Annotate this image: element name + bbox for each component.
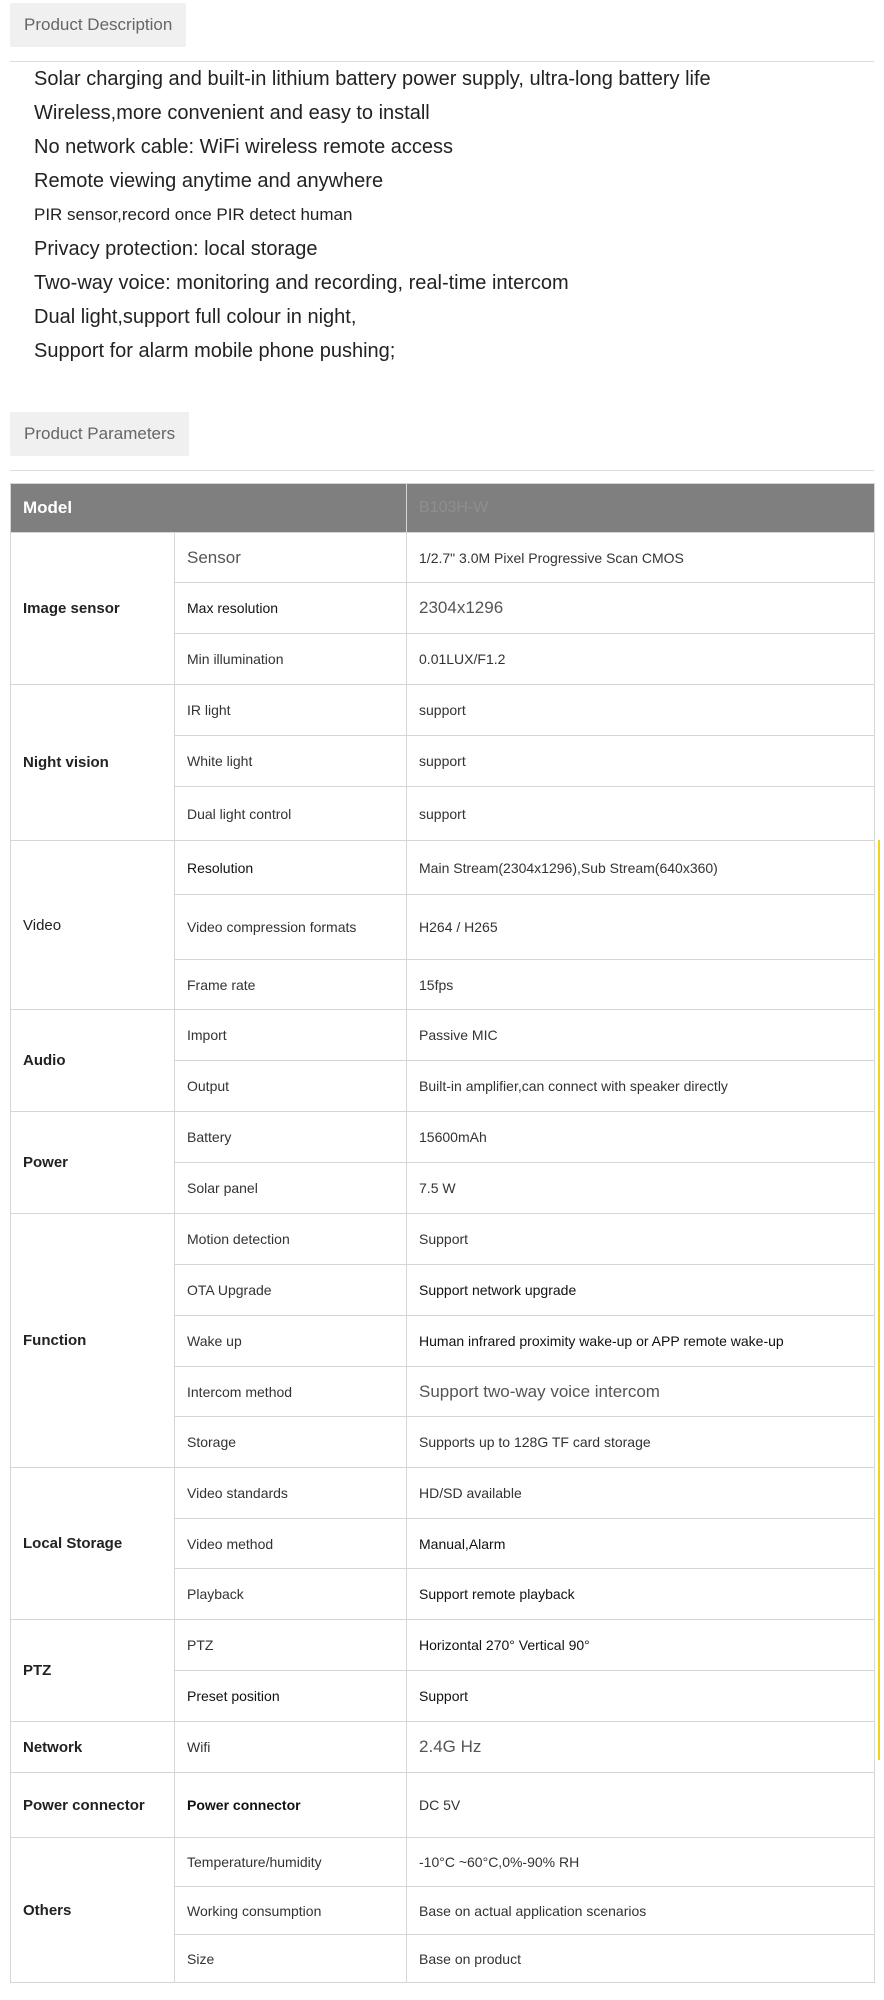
- param-name: Wifi: [175, 1722, 407, 1773]
- param-name: Preset position: [175, 1671, 407, 1722]
- param-value: Support: [407, 1214, 875, 1265]
- category-cell: Local Storage: [11, 1468, 175, 1620]
- param-value: support: [407, 736, 875, 787]
- param-value: Built-in amplifier,can connect with speaker directly: [407, 1061, 875, 1112]
- category-cell: Others: [11, 1838, 175, 1983]
- param-value: support: [407, 787, 875, 841]
- param-value: Base on actual application scenarios: [407, 1887, 875, 1935]
- scroll-indicator: [878, 840, 880, 1760]
- param-name: Motion detection: [175, 1214, 407, 1265]
- feature-list: [34, 62, 711, 368]
- param-value: H264 / H265: [407, 895, 875, 960]
- param-value: -10°C ~60°C,0%-90% RH: [407, 1838, 875, 1887]
- product-description-tab[interactable]: Product Description: [10, 3, 186, 47]
- param-name: Temperature/humidity: [175, 1838, 407, 1887]
- param-name: Dual light control: [175, 787, 407, 841]
- param-name: Output: [175, 1061, 407, 1112]
- feature-item: Remote viewing anytime and anywhere: [34, 170, 384, 192]
- feature-item: Privacy protection: local storage: [34, 238, 318, 260]
- table-row: [11, 1722, 875, 1773]
- param-value: Support: [407, 1671, 875, 1722]
- category-cell: Video: [11, 841, 175, 1010]
- param-value: 0.01LUX/F1.2: [407, 634, 875, 685]
- product-parameters-tab[interactable]: Product Parameters: [10, 412, 189, 456]
- table-row: [11, 1773, 875, 1838]
- param-value: 2304x1296: [407, 583, 875, 634]
- param-value: DC 5V: [407, 1773, 875, 1838]
- param-name: PTZ: [175, 1620, 407, 1671]
- param-value: Horizontal 270° Vertical 90°: [407, 1620, 875, 1671]
- param-name: Max resolution: [175, 583, 407, 634]
- param-name: Resolution: [175, 841, 407, 895]
- category-cell: Audio: [11, 1010, 175, 1112]
- param-value: Passive MIC: [407, 1010, 875, 1061]
- param-value: 1/2.7" 3.0M Pixel Progressive Scan CMOS: [407, 533, 875, 583]
- param-name: Size: [175, 1935, 407, 1983]
- feature-item: No network cable: WiFi wireless remote access: [34, 136, 454, 158]
- param-value: Manual,Alarm: [407, 1519, 875, 1569]
- param-value: Base on product: [407, 1935, 875, 1983]
- table-row: [11, 685, 875, 736]
- category-cell: Function: [11, 1214, 175, 1468]
- param-name: Intercom method: [175, 1367, 407, 1417]
- category-cell: Night vision: [11, 685, 175, 841]
- table-row: [11, 1214, 875, 1265]
- param-name: Working consumption: [175, 1887, 407, 1935]
- feature-item: Dual light,support full colour in night,: [34, 306, 357, 328]
- param-name: Video compression formats: [175, 895, 407, 960]
- param-name: Solar panel: [175, 1163, 407, 1214]
- param-name: Storage: [175, 1417, 407, 1468]
- table-header-row: [11, 484, 875, 533]
- table-row: [11, 1010, 875, 1061]
- param-value: Main Stream(2304x1296),Sub Stream(640x360): [407, 841, 875, 895]
- table-row: [11, 1838, 875, 1887]
- category-cell: Power connector: [11, 1773, 175, 1838]
- feature-item: PIR sensor,record once PIR detect human: [34, 205, 353, 224]
- parameters-table: [10, 483, 875, 1983]
- feature-item: Solar charging and built-in lithium battery power supply, ultra-long battery life: [34, 68, 711, 90]
- param-value: 15fps: [407, 960, 875, 1010]
- model-label: Model: [11, 484, 407, 533]
- feature-item: Support for alarm mobile phone pushing;: [34, 340, 396, 362]
- param-name: Wake up: [175, 1316, 407, 1367]
- feature-item: Wireless,more convenient and easy to install: [34, 102, 430, 124]
- param-name: Frame rate: [175, 960, 407, 1010]
- param-value: Human infrared proximity wake-up or APP remote wake-up: [407, 1316, 875, 1367]
- param-name: Video method: [175, 1519, 407, 1569]
- parameters-divider: [10, 470, 874, 471]
- table-row: [11, 533, 875, 583]
- param-name: OTA Upgrade: [175, 1265, 407, 1316]
- table-row: [11, 841, 875, 895]
- param-name: Import: [175, 1010, 407, 1061]
- feature-item: Two-way voice: monitoring and recording, real-time intercom: [34, 272, 569, 294]
- param-name: Playback: [175, 1569, 407, 1620]
- param-value: Support network upgrade: [407, 1265, 875, 1316]
- param-name: Sensor: [175, 533, 407, 583]
- param-value: 7.5 W: [407, 1163, 875, 1214]
- category-cell: Network: [11, 1722, 175, 1773]
- param-value: Support two-way voice intercom: [407, 1367, 875, 1417]
- param-name: White light: [175, 736, 407, 787]
- param-value: support: [407, 685, 875, 736]
- model-value: B103H-W: [407, 484, 875, 533]
- param-name: Battery: [175, 1112, 407, 1163]
- table-row: [11, 1468, 875, 1519]
- param-name: Video standards: [175, 1468, 407, 1519]
- category-cell: Power: [11, 1112, 175, 1214]
- category-cell: Image sensor: [11, 533, 175, 685]
- param-name: Power connector: [175, 1773, 407, 1838]
- param-name: Min illumination: [175, 634, 407, 685]
- param-value: Supports up to 128G TF card storage: [407, 1417, 875, 1468]
- param-value: HD/SD available: [407, 1468, 875, 1519]
- param-name: IR light: [175, 685, 407, 736]
- param-value: 2.4G Hz: [407, 1722, 875, 1773]
- category-cell: PTZ: [11, 1620, 175, 1722]
- param-value: Support remote playback: [407, 1569, 875, 1620]
- table-row: [11, 1620, 875, 1671]
- table-row: [11, 1112, 875, 1163]
- param-value: 15600mAh: [407, 1112, 875, 1163]
